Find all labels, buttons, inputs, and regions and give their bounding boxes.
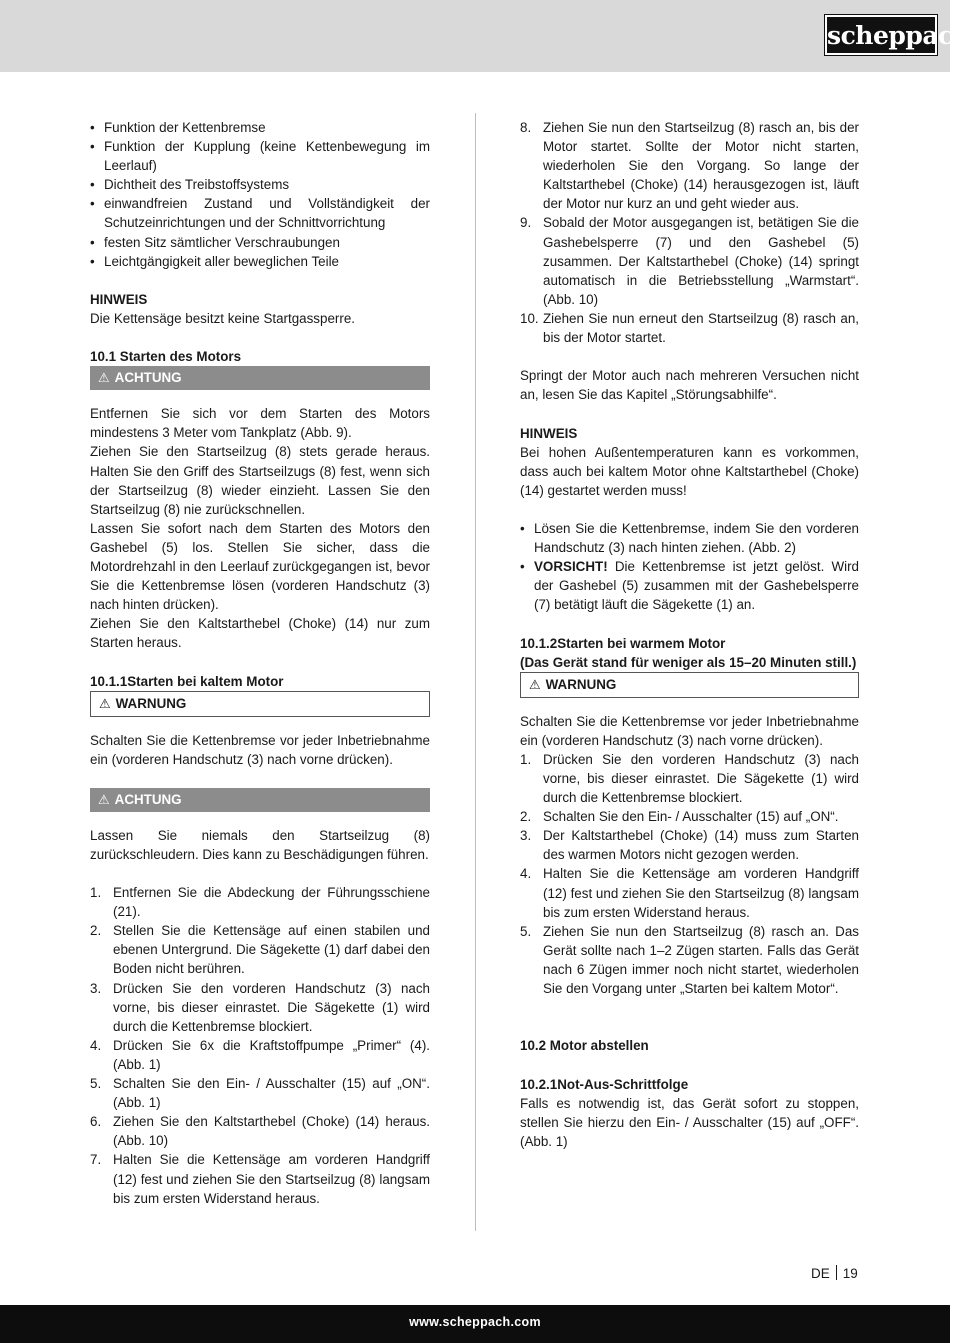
paragraph: Schalten Sie die Kettenbremse vor jeder Inbetriebnahme ein (vorderen Handschutz (3) nach vorne drücken). — [90, 732, 430, 767]
list-item: • festen Sitz sämtlicher Verschraubungen — [90, 233, 430, 252]
warnung-label: WARNUNG — [115, 695, 187, 711]
list-item: • VORSICHT! Die Kettenbremse ist jetzt gelöst. Wird der Gashebel (5) zusammen mit der Gashebelsperre (7) betätigt läuft die Sägekette (1) an. — [520, 557, 859, 614]
check-list — [90, 118, 430, 271]
page-footer — [0, 1305, 950, 1343]
warm-start-steps — [520, 750, 859, 998]
website-url: www.scheppach.com — [409, 1315, 541, 1329]
section-heading-10-1-1: 10.1.1Starten bei kaltem Motor — [90, 673, 284, 689]
page-number-value: 19 — [842, 1266, 858, 1281]
language-code: DE — [811, 1266, 830, 1281]
warnung-label: WARNUNG — [545, 676, 617, 692]
list-item: • Funktion der Kupplung (keine Kettenbewegung im Leerlauf) — [90, 137, 430, 175]
list-item: 5. Schalten Sie den Ein- / Ausschalter (15) auf „ON“. (Abb. 1) — [90, 1076, 430, 1111]
paragraph: Entfernen Sie sich vor dem Starten des Motors mindestens 3 Meter vom Tankplatz (Abb. 9). — [90, 406, 430, 441]
paragraph: Ziehen Sie den Kaltstarthebel (Choke) (14) nur zum Starten heraus. — [90, 616, 430, 651]
section-heading-10-1-2: 10.1.2Starten bei warmem Motor — [520, 635, 726, 651]
scheppach-logo: scheppach — [825, 15, 937, 55]
achtung-banner — [90, 366, 430, 390]
hinweis-heading: HINWEIS — [90, 291, 148, 307]
warning-triangle-icon: ⚠ — [99, 695, 111, 711]
achtung-label: ACHTUNG — [114, 791, 182, 807]
paragraph: Falls es notwendig ist, das Gerät sofort zu stoppen, stellen Sie hierzu den Ein- / Ausschalter (15) auf „OFF“. (Abb. 1) — [520, 1095, 859, 1149]
list-item: • einwandfreien Zustand und Vollständigkeit der Schutzeinrichtungen und der Schnittvorrichtung — [90, 194, 430, 232]
brake-list — [520, 519, 859, 614]
paragraph: Schalten Sie die Kettenbremse vor jeder Inbetriebnahme ein (vorderen Handschutz (3) nach vorne drücken). — [520, 713, 859, 748]
warnung-box — [520, 672, 859, 698]
list-item: 5. Ziehen Sie nun den Startseilzug (8) rasch an. Das Gerät sollte nach 1–2 Zügen starten. Falls das Gerät nach 6 Zügen immer noch nicht startet, wiederholen Sie den Vorgang unter „Starten bei kaltem Motor“. — [520, 923, 859, 997]
list-item: 8. Ziehen Sie nun den Startseilzug (8) rasch an, bis der Motor startet. Sollte der Motor nicht starten, wiederholen Sie den Vorgang. So lange der Kaltstarthebel (Choke) (14) herausgezogen ist, läuft der Motor nur kurz an und geht wieder aus. — [520, 120, 859, 212]
list-item: 4. Halten Sie die Kettensäge am vorderen Handgriff (12) fest und ziehen Sie den Startseilzug (8) langsam bis zum ersten Widerstand heraus. — [520, 866, 859, 920]
hinweis-heading: HINWEIS — [520, 425, 578, 441]
list-item: 4. Drücken Sie 6x die Kraftstoffpumpe „Primer“ (4). (Abb. 1) — [90, 1037, 430, 1072]
achtung-label: ACHTUNG — [114, 370, 182, 386]
list-item: 9. Sobald der Motor ausgegangen ist, betätigen Sie die Gashebelsperre (7) und den Gashebel (5) zusammen. Der Kaltstarthebel (Choke) (14) springt automatisch in die Betriebsstellung „Warmstart“. (Abb. 10) — [520, 215, 859, 307]
hinweis-text: Bei hohen Außentemperaturen kann es vorkommen, dass auch bei kaltem Motor ohne Kaltstarthebel (Choke) (14) gestartet werden muss! — [520, 444, 859, 498]
warning-triangle-icon: ⚠ — [98, 370, 110, 386]
left-column — [90, 118, 430, 1208]
paragraph: Ziehen Sie den Startseilzug (8) stets gerade heraus. Halten Sie den Griff des Startseilzugs (8) fest, wenn sich der Startseilzug (8) wieder einzieht. Lassen Sie den Startseilzug (8) nie zurückschnellen. — [90, 444, 430, 517]
list-item: 1. Entfernen Sie die Abdeckung der Führungsschiene (21). — [90, 885, 430, 920]
list-item: • Funktion der Kettenbremse — [90, 118, 430, 137]
warning-triangle-icon: ⚠ — [529, 676, 541, 692]
warning-triangle-icon: ⚠ — [98, 791, 110, 807]
paragraph: Lassen Sie niemals den Startseilzug (8) zurückschleudern. Dies kann zu Beschädigungen führen. — [90, 827, 430, 862]
list-item: 2. Schalten Sie den Ein- / Ausschalter (15) auf „ON“. — [520, 809, 839, 825]
section-heading-10-1: 10.1 Starten des Motors — [90, 349, 242, 365]
paragraph: Lassen Sie sofort nach dem Starten des Motors den Gashebel (5) los. Stellen Sie sicher, dass die Motordrehzahl in den Leerlauf zurückgegangen ist, bevor Sie die Kettenbremse lösen (vorderen Handschutz (3) nach hinten drücken). — [90, 520, 430, 613]
list-item: • Leichtgängigkeit aller beweglichen Teile — [90, 252, 430, 271]
cold-start-steps-continued — [520, 118, 859, 347]
vorsicht-label: VORSICHT! — [534, 559, 608, 575]
warnung-box — [90, 691, 430, 717]
cold-start-steps — [90, 883, 430, 1208]
list-item: 1. Drücken Sie den vorderen Handschutz (3) nach vorne, bis dieser einrastet. Die Sägekette (1) wird durch die Kettenbremse blockiert. — [520, 751, 859, 806]
list-item: 7. Halten Sie die Kettensäge am vorderen Handgriff (12) fest und ziehen Sie den Startseilzug (8) langsam bis zum ersten Widerstand heraus. — [90, 1152, 430, 1206]
section-heading-10-2: 10.2 Motor abstellen — [520, 1038, 649, 1054]
achtung-banner — [90, 788, 430, 812]
list-item: 3. Drücken Sie den vorderen Handschutz (3) nach vorne, bis dieser einrastet. Die Sägekette (1) wird durch die Kettenbremse blockiert. — [90, 980, 430, 1034]
page-number-separator — [836, 1265, 837, 1280]
section-subheading: (Das Gerät stand für weniger als 15–20 Minuten still.) — [520, 654, 857, 670]
page-header — [0, 0, 970, 72]
hinweis-text: Die Kettensäge besitzt keine Startgassperre. — [90, 310, 355, 326]
list-item: • Dichtheit des Treibstoffsystems — [90, 175, 430, 194]
section-heading-10-2-1: 10.2.1Not-Aus-Schrittfolge — [520, 1076, 689, 1092]
list-item: • Lösen Sie die Kettenbremse, indem Sie den vorderen Handschutz (3) nach hinten ziehen. (Abb. 2) — [520, 519, 859, 557]
list-item: 2. Stellen Sie die Kettensäge auf einen stabilen und ebenen Untergrund. Die Sägekette (1) darf dabei den Boden nicht berühren. — [90, 923, 430, 977]
column-divider — [475, 113, 476, 1231]
paragraph: Springt der Motor auch nach mehreren Versuchen nicht an, lesen Sie das Kapitel „Störungsabhilfe“. — [520, 368, 859, 403]
list-item: 3. Der Kaltstarthebel (Choke) (14) muss zum Starten des warmen Motors nicht gezogen werden. — [520, 828, 859, 863]
page-number — [811, 1265, 858, 1281]
list-item: 6. Ziehen Sie den Kaltstarthebel (Choke) (14) heraus. (Abb. 10) — [90, 1114, 430, 1149]
list-item: 10. Ziehen Sie nun erneut den Startseilzug (8) rasch an, bis der Motor startet. — [520, 310, 859, 346]
right-column — [520, 118, 859, 1151]
